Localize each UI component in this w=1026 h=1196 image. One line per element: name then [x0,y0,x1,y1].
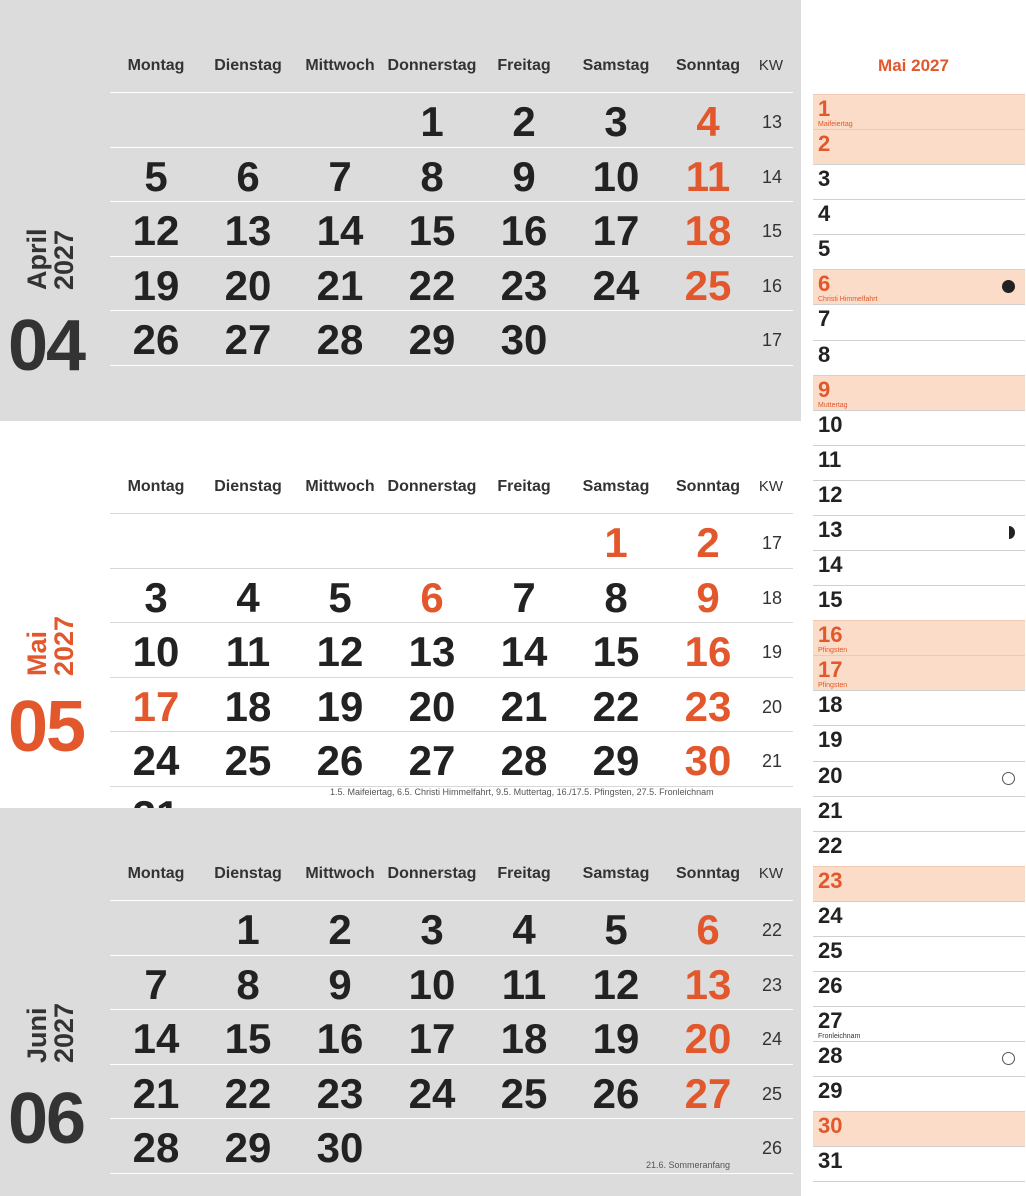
day-list-number: 29 [818,1078,843,1104]
day-list-number: 11 [818,446,842,472]
weekday-header-dienstag: Dienstag [214,57,282,74]
week-number: 23 [761,974,783,995]
week-row [110,731,793,786]
day-list-row[interactable] [813,866,1025,902]
grid-bottom-line [110,365,793,366]
day-cell[interactable]: 17 [132,682,180,730]
day-cell[interactable]: 10 [592,152,640,200]
day-list-title: Mai 2027 [878,56,949,75]
day-cell[interactable]: 16 [500,207,548,254]
day-cell[interactable]: 11 [225,628,271,675]
week-row [110,955,793,1010]
day-cell[interactable]: 4 [236,573,260,621]
weekday-header-donnerstag: Donnerstag [387,478,477,495]
day-list-row[interactable] [813,445,1025,481]
day-cell[interactable]: 5 [144,152,168,200]
day-list-row[interactable] [813,129,1025,165]
day-cell[interactable]: 6 [420,573,444,621]
day-cell[interactable]: 11 [501,960,547,1008]
weekday-header-montag: Montag [127,478,185,495]
day-cell[interactable]: 26 [132,316,180,363]
day-cell[interactable]: 30 [316,1124,364,1171]
day-cell[interactable]: 3 [144,573,168,621]
day-cell[interactable]: 23 [316,1069,364,1117]
day-cell[interactable]: 25 [500,1069,548,1117]
day-list-note: Maifeiertag [818,121,853,128]
day-cell[interactable]: 30 [684,737,732,784]
day-cell[interactable]: 22 [224,1069,272,1117]
day-list-number: 25 [818,937,843,963]
day-list-row[interactable] [813,971,1025,1007]
day-cell[interactable]: 27 [224,316,272,363]
day-list-row[interactable] [813,410,1025,446]
day-cell[interactable]: 28 [500,737,548,784]
week-number: 14 [761,166,783,187]
weekday-header-samstag: Samstag [582,865,650,882]
day-list-note: Pfingsten [818,647,848,655]
week-number: 17 [761,330,783,350]
day-list-number: 5 [818,236,831,262]
day-list-row[interactable] [813,831,1025,867]
day-cell[interactable]: 29 [224,1124,272,1171]
week-number: 24 [761,1029,783,1049]
day-cell[interactable]: 18 [224,682,272,730]
week-row [110,147,793,202]
day-cell[interactable]: 1 [236,906,260,953]
day-cell[interactable]: 1 [420,98,444,145]
week-row [110,677,793,732]
day-list-row[interactable] [813,480,1025,516]
day-cell[interactable]: 9 [696,573,720,621]
week-number: 17 [761,533,783,553]
week-row [110,1064,793,1119]
weekday-header-sonntag: Sonntag [676,57,740,74]
day-list-row[interactable] [813,1146,1025,1182]
day-cell[interactable]: 2 [512,98,536,145]
month-name: April [22,228,52,290]
day-cell[interactable]: 23 [500,261,548,309]
day-list-row[interactable] [813,340,1025,376]
day-cell[interactable]: 24 [132,737,180,784]
day-cell[interactable]: 13 [224,207,272,254]
week-number: 13 [761,112,783,132]
day-list-row[interactable] [813,761,1025,797]
day-list-row[interactable] [813,585,1025,621]
week-row [110,92,793,147]
day-list-note: Pfingsten [818,682,848,690]
month-number: 04 [8,306,85,386]
weekday-header-donnerstag: Donnerstag [387,865,477,882]
day-list-number: 6 [818,271,831,297]
day-cell[interactable]: 5 [328,573,352,621]
day-cell[interactable]: 1 [604,519,628,566]
day-cell[interactable]: 4 [512,906,536,953]
day-cell[interactable]: 12 [316,628,364,675]
day-cell[interactable]: 29 [408,316,456,363]
day-list-number: 20 [818,762,843,788]
day-cell[interactable]: 3 [420,906,444,953]
month-name: Mai [22,630,52,676]
day-list-row[interactable] [813,234,1025,270]
day-cell[interactable]: 25 [684,261,732,309]
holiday-footnote: 21.6. Sommeranfang [646,1160,731,1170]
day-cell[interactable]: 17 [592,207,640,254]
month-side-label [24,616,78,676]
day-list-number: 21 [818,797,843,823]
week-row [110,310,793,365]
day-cell[interactable]: 17 [408,1015,456,1062]
weekday-header-mittwoch: Mittwoch [305,865,375,882]
day-cell[interactable]: 10 [408,960,456,1008]
day-cell[interactable]: 10 [132,628,180,675]
day-list-number: 23 [818,867,843,893]
week-number: 20 [761,696,783,717]
day-list-number: 4 [818,201,831,227]
weekday-header-montag: Montag [127,57,185,74]
kw-header: KW [758,57,784,74]
weekday-header-row [110,865,793,905]
day-list-number: 26 [818,973,843,998]
day-cell[interactable]: 28 [132,1124,180,1171]
month-name: Juni [22,1007,52,1063]
day-list-row[interactable] [813,655,1025,691]
weekday-header-freitag: Freitag [497,865,551,882]
day-list-number: 18 [818,692,843,718]
weekday-header-row [110,57,793,97]
kw-header: KW [758,478,784,495]
weekday-header-freitag: Freitag [497,478,551,495]
day-cell[interactable]: 24 [592,261,640,309]
day-list-row[interactable] [813,1006,1025,1042]
day-list-row[interactable] [813,936,1025,972]
week-row [110,256,793,311]
day-cell[interactable]: 2 [328,906,352,953]
weekday-header-sonntag: Sonntag [676,478,740,495]
day-cell[interactable]: 14 [316,207,364,254]
day-cell[interactable]: 13 [684,960,732,1008]
day-cell[interactable]: 20 [224,261,272,309]
week-row [110,622,793,677]
day-list-number: 10 [818,411,843,437]
day-cell[interactable]: 25 [224,737,272,784]
day-cell[interactable]: 21 [500,682,548,730]
weekday-header-sonntag: Sonntag [676,865,740,882]
day-cell[interactable]: 15 [592,628,640,675]
day-list-row[interactable] [813,550,1025,586]
month-side-label [24,1003,78,1063]
day-cell[interactable]: 30 [500,316,548,363]
day-cell[interactable]: 4 [696,98,720,145]
week-number: 21 [761,751,783,771]
month-block-april [0,0,801,421]
moon-phase-icon [1003,526,1015,539]
day-cell[interactable]: 26 [316,737,364,784]
day-list-row[interactable] [813,515,1025,551]
day-cell[interactable]: 6 [236,152,260,200]
day-cell[interactable]: 3 [604,98,628,145]
month-year: 2027 [49,229,79,290]
day-cell[interactable]: 18 [684,207,732,254]
day-cell[interactable]: 15 [408,207,456,254]
day-list-row[interactable] [813,690,1025,726]
day-list-number: 17 [818,657,843,683]
day-cell[interactable]: 27 [408,737,456,784]
day-cell[interactable]: 9 [328,960,352,1008]
week-number: 18 [761,587,783,608]
day-list-number: 7 [818,306,831,332]
week-row [110,1009,793,1064]
day-cell[interactable]: 8 [604,573,628,621]
day-list-number: 31 [818,1148,843,1174]
day-list-row[interactable] [813,199,1025,235]
day-cell[interactable]: 7 [512,573,536,621]
weekday-header-samstag: Samstag [582,57,650,74]
day-list-row[interactable] [813,620,1025,656]
week-row [110,513,793,568]
day-cell[interactable]: 24 [408,1069,456,1117]
week-number: 15 [761,221,783,241]
day-cell[interactable]: 21 [316,261,364,309]
weekday-header-montag: Montag [127,865,185,882]
day-cell[interactable]: 23 [684,682,732,730]
weekday-header-donnerstag: Donnerstag [387,57,477,74]
week-number: 25 [761,1083,783,1104]
weekday-header-dienstag: Dienstag [214,478,282,495]
day-list-bottom-line [813,1181,1025,1182]
day-cell[interactable]: 28 [316,316,364,363]
week-row [110,201,793,256]
day-list-number: 3 [818,166,831,192]
weekday-header-mittwoch: Mittwoch [305,478,375,495]
day-cell[interactable]: 19 [132,261,180,309]
day-list-number: 30 [818,1113,843,1139]
moon-phase-icon [1002,772,1015,785]
day-list-note: Christi Himmelfahrt [818,296,878,304]
weekday-header-row [110,478,793,518]
day-list-number: 27 [818,1008,843,1034]
weekday-header-freitag: Freitag [497,57,551,74]
day-list-number: 9 [818,376,831,402]
day-cell[interactable]: 14 [500,628,548,675]
day-list-number: 24 [818,902,843,928]
day-cell[interactable]: 8 [236,960,260,1008]
month-side-label [24,228,78,290]
week-number: 16 [761,275,783,296]
month-number: 06 [8,1079,85,1159]
month-year: 2027 [49,615,79,676]
grid-bottom-line [110,1173,793,1174]
day-cell[interactable]: 14 [132,1015,180,1062]
day-list-number: 28 [818,1043,843,1069]
day-cell[interactable]: 26 [592,1069,640,1117]
day-list-row[interactable] [813,901,1025,937]
day-cell[interactable]: 15 [224,1015,272,1062]
day-cell[interactable]: 5 [604,906,628,953]
day-cell[interactable]: 29 [592,737,640,784]
weekday-header-mittwoch: Mittwoch [305,57,375,74]
day-cell[interactable]: 22 [592,682,640,730]
day-cell[interactable]: 18 [500,1015,548,1062]
day-cell[interactable]: 9 [512,152,536,200]
day-list-row[interactable] [813,1076,1025,1112]
day-list-number: 1 [818,96,831,121]
month-number: 05 [8,687,85,767]
moon-phase-icon [1002,1052,1015,1065]
day-cell[interactable]: 27 [684,1069,732,1117]
weekday-header-dienstag: Dienstag [214,865,282,882]
day-cell[interactable]: 16 [684,628,732,675]
day-cell[interactable]: 19 [592,1015,640,1062]
moon-phase-icon [1002,280,1015,293]
month-block-mai [0,421,801,808]
day-cell[interactable]: 11 [685,152,731,200]
day-list-row[interactable] [813,375,1025,411]
kw-header: KW [758,865,784,882]
day-cell[interactable]: 7 [328,152,352,200]
day-cell[interactable]: 12 [132,207,180,254]
holiday-footnote: 1.5. Maifeiertag, 6.5. Christi Himmelfahrt, 9.5. Muttertag, 16./17.5. Pfingsten, 27.5. Fronleichnam [330,787,714,797]
day-cell[interactable]: 8 [420,152,444,200]
day-cell[interactable]: 20 [408,682,456,730]
day-cell[interactable]: 21 [132,1069,180,1117]
month-block-juni [0,808,801,1196]
day-list-number: 19 [818,727,843,753]
day-list-row[interactable] [813,725,1025,761]
day-list-row[interactable] [813,796,1025,832]
day-list-note: Muttertag [818,401,848,409]
day-cell[interactable]: 16 [316,1015,364,1062]
weekday-header-samstag: Samstag [582,478,650,495]
day-list-row[interactable] [813,1111,1025,1147]
day-cell[interactable]: 20 [684,1015,732,1062]
day-list-number: 16 [818,622,843,648]
week-number: 26 [761,1138,783,1158]
day-list-row[interactable] [813,269,1025,305]
day-list-row[interactable] [813,164,1025,200]
day-cell[interactable]: 19 [316,682,364,730]
day-cell[interactable]: 2 [696,519,720,566]
day-list-number: 22 [818,832,843,858]
day-list-number: 12 [818,481,843,507]
day-list-row[interactable] [813,304,1025,340]
day-list-note: Fronleichnam [818,1033,861,1041]
week-number: 19 [761,642,783,662]
day-cell[interactable]: 7 [144,960,168,1008]
day-list-number: 2 [818,131,831,157]
day-cell[interactable]: 13 [408,628,456,675]
day-list-number: 14 [818,552,843,578]
day-list-row[interactable] [813,1041,1025,1077]
month-year: 2027 [49,1002,79,1063]
day-cell[interactable]: 22 [408,261,456,309]
day-cell[interactable]: 6 [696,906,720,953]
day-cell[interactable]: 12 [592,960,640,1008]
day-list-panel [801,0,1026,1196]
week-row [110,568,793,623]
day-list-number: 8 [818,341,831,367]
week-row [110,900,793,955]
week-number: 22 [761,920,783,940]
day-list-number: 13 [818,516,843,542]
day-list-number: 15 [818,587,843,613]
day-list-row[interactable] [813,94,1025,130]
